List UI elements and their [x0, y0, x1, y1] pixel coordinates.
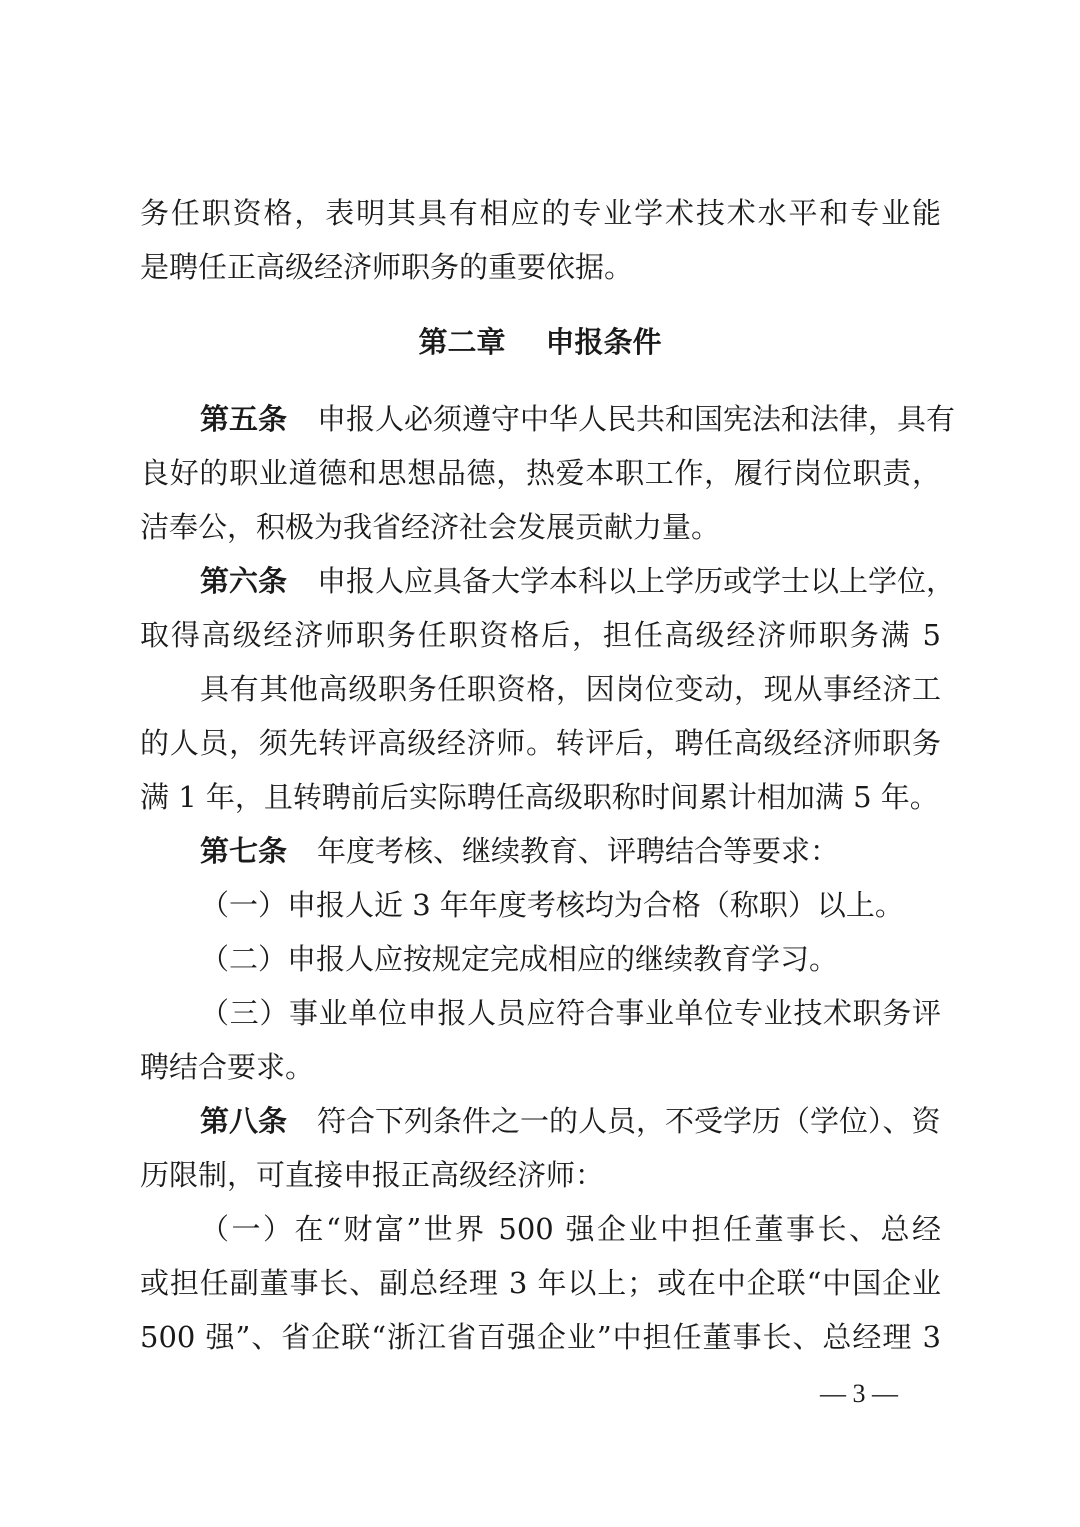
- list-item: （一）申报人近 3 年年度考核均为合格（称职）以上。: [200, 888, 904, 922]
- text-line: 历限制，可直接申报正高级经济师：: [140, 1158, 605, 1192]
- text-line: 满 1 年，且转聘前后实际聘任高级职称时间累计相加满 5 年。: [140, 780, 939, 814]
- article-8: [200, 1101, 941, 1141]
- article-5: [200, 399, 955, 439]
- chapter-heading: [0, 322, 1080, 362]
- article-text: 申报人应具备大学本科以上学历或学士以上学位，: [317, 564, 956, 598]
- article-label: 第八条: [200, 1104, 288, 1138]
- article-6: [200, 561, 955, 601]
- text-line: 务任职资格，表明其具有相应的专业学术技术水平和专业能: [140, 196, 941, 230]
- list-item: （二）申报人应按规定完成相应的继续教育学习。: [200, 942, 839, 976]
- article-label: 第六条: [200, 564, 288, 598]
- article-text: 申报人必须遵守中华人民共和国宪法和法律，具有: [317, 402, 956, 436]
- chapter-title: 申报条件: [545, 325, 662, 359]
- list-item: （三）事业单位申报人员应符合事业单位专业技术职务评: [200, 996, 941, 1030]
- text-line: 具有其他高级职务任职资格，因岗位变动，现从事经济工: [200, 672, 941, 706]
- text-line: 是聘任正高级经济师职务的重要依据。: [140, 250, 634, 284]
- text-line: 500 强”、省企联“浙江省百强企业”中担任董事长、总经理 3: [140, 1320, 941, 1354]
- text-line: 聘结合要求。: [140, 1050, 315, 1084]
- text-line: 的人员，须先转评高级经济师。转评后，聘任高级经济师职务: [140, 726, 941, 760]
- text-line: 或担任副董事长、副总经理 3 年以上；或在中企联“中国企业: [140, 1266, 941, 1300]
- text-line: 洁奉公，积极为我省经济社会发展贡献力量。: [140, 510, 721, 544]
- article-7: [200, 831, 839, 871]
- text-line: 良好的职业道德和思想品德，热爱本职工作，履行岗位职责，: [140, 456, 941, 490]
- page-number: — 3 —: [820, 1379, 898, 1408]
- text-line: 取得高级经济师职务任职资格后，担任高级经济师职务满 5: [140, 618, 941, 652]
- article-label: 第七条: [200, 834, 288, 868]
- article-text: 年度考核、继续教育、评聘结合等要求：: [317, 834, 840, 868]
- chapter-number: 第二章: [418, 325, 506, 359]
- article-text: 符合下列条件之一的人员，不受学历（学位）、资: [317, 1104, 941, 1138]
- article-label: 第五条: [200, 402, 288, 436]
- list-item: （一）在“财富”世界 500 强企业中担任董事长、总经: [200, 1212, 941, 1246]
